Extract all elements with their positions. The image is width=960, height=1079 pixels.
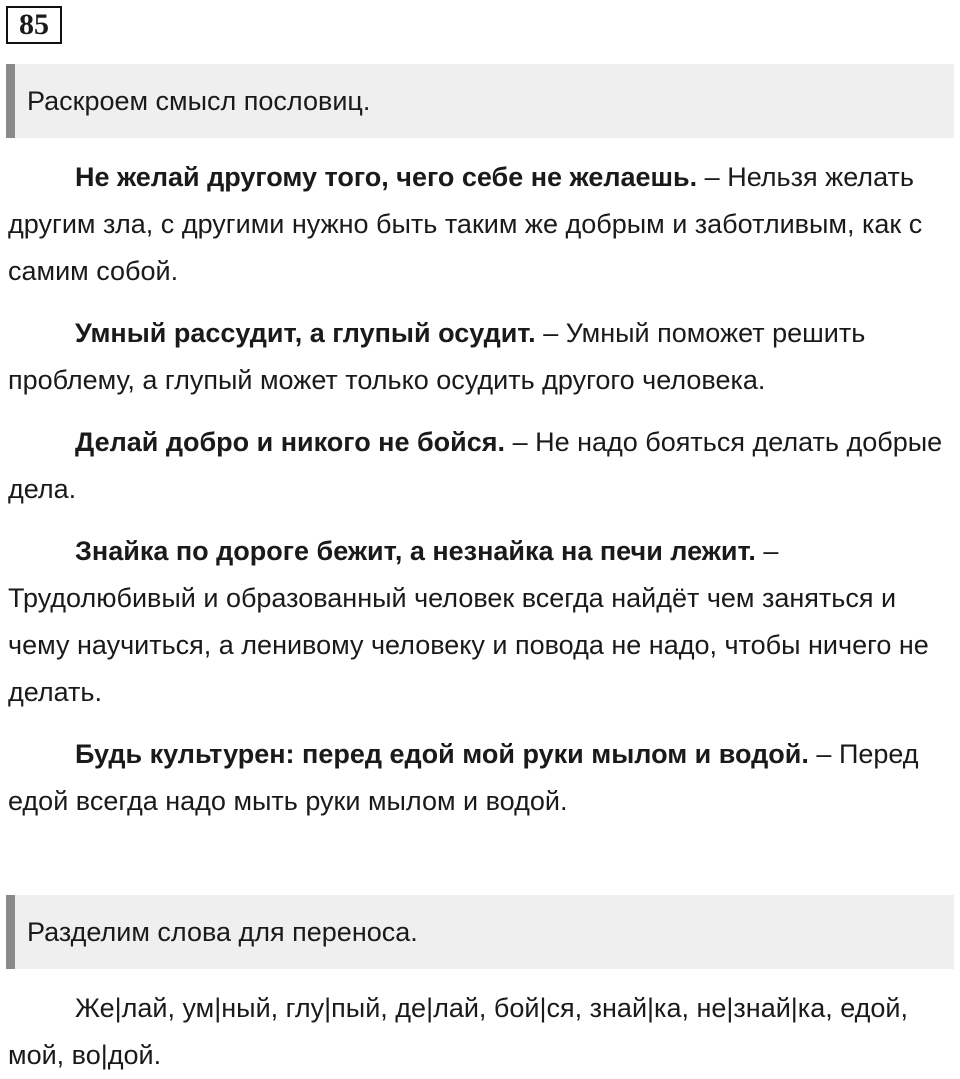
- exercise-number: 85: [6, 6, 62, 44]
- hyphenation-paragraph: Же|лай, ум|ный, глу|пый, де|лай, бой|ся, знай|ка, не|знай|ка, едой, мой, во|дой.: [8, 993, 909, 1070]
- proverb-explanation: – Умный поможет решить проблему, а глупый может только осудить другого человека.: [8, 318, 866, 395]
- proverb-text: Знайка по дороге бежит, а незнайка на печи лежит.: [75, 536, 756, 566]
- proverb-explanation: – Нельзя желать другим зла, с другими нужно быть таким же добрым и заботливым, как с самим собой.: [8, 162, 923, 286]
- task-header-hyphenation: Разделим слова для переноса.: [6, 895, 954, 969]
- proverb-text: Делай добро и никого не бойся.: [75, 427, 506, 457]
- proverb-explanation: – Трудолюбивый и образованный человек всегда найдёт чем заняться и чему научиться, а ленивому человеку и повода не надо, чтобы ничего не делать.: [8, 536, 929, 707]
- proverb-text: Умный рассудит, а глупый осудит.: [75, 318, 536, 348]
- proverb-paragraph: [8, 731, 952, 825]
- proverb-text: Не желай другому того, чего себе не желаешь.: [75, 162, 698, 192]
- proverb-explanation: – Перед едой всегда надо мыть руки мылом и водой.: [8, 739, 919, 816]
- proverb-text: Будь культурен: перед едой мой руки мылом и водой.: [75, 739, 809, 769]
- task-header-proverbs: Раскроем смысл пословиц.: [6, 64, 954, 138]
- proverb-paragraph: [8, 154, 952, 295]
- hyphenation-answer: [8, 985, 952, 1079]
- proverb-paragraph: [8, 528, 952, 716]
- proverb-paragraph: [8, 419, 952, 513]
- proverb-explanation: – Не надо бояться делать добрые дела.: [8, 427, 943, 504]
- proverb-paragraph: [8, 310, 952, 404]
- proverbs-answer: [8, 154, 952, 825]
